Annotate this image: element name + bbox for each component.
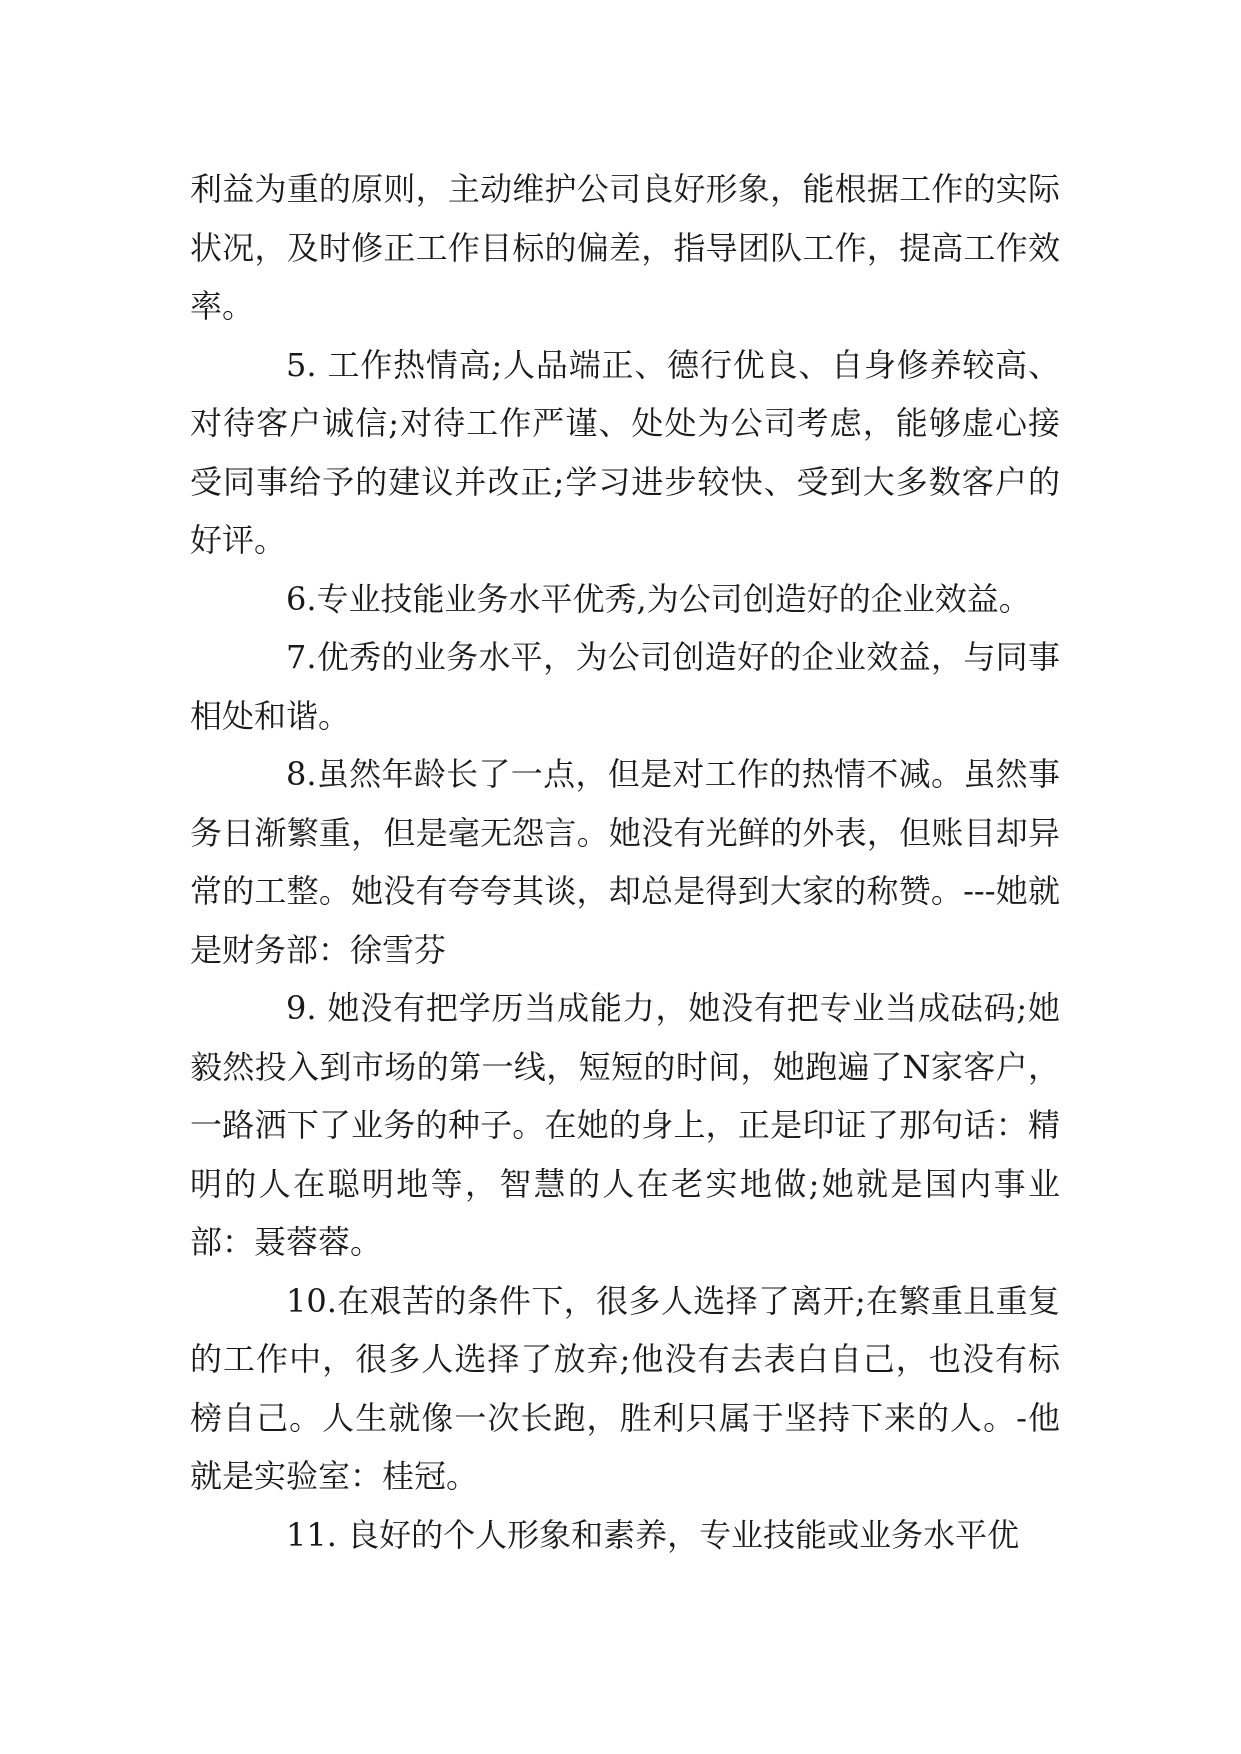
paragraph-item-9: 9. 她没有把学历当成能力，她没有把专业当成砝码;她毅然投入到市场的第一线，短短的时间，她跑遍了N家客户，一路洒下了业务的种子。在她的身上，正是印证了那句话：精明的人在聪明地等，智慧的人在老实地做;她就是国内事业部：聂蓉蓉。: [190, 989, 1060, 1261]
paragraph-item-7: 7.优秀的业务水平，为公司创造好的企业效益，与同事相处和谐。: [190, 638, 1060, 735]
paragraph-item-5: 5. 工作热情高;人品端正、德行优良、自身修养较高、对待客户诚信;对待工作严谨、处处为公司考虑，能够虚心接受同事给予的建议并改正;学习进步较快、受到大多数客户的好评。: [190, 345, 1060, 559]
document-body: [190, 160, 1060, 1564]
paragraph-item-6: 6.专业技能业务水平优秀,为公司创造好的企业效益。: [286, 579, 1031, 618]
paragraph-item-10: 10.在艰苦的条件下，很多人选择了离开;在繁重且重复的工作中，很多人选择了放弃;他没有去表白自己，也没有标榜自己。人生就像一次长跑，胜利只属于坚持下来的人。-他就是实验室：桂冠。: [190, 1281, 1060, 1495]
paragraph-continuation: 利益为重的原则，主动维护公司良好形象，能根据工作的实际状况，及时修正工作目标的偏差，指导团队工作，提高工作效率。: [190, 170, 1060, 325]
paragraph-item-11: 11. 良好的个人形象和素养，专业技能或业务水平优: [286, 1515, 1020, 1554]
paragraph-item-8: 8.虽然年龄长了一点，但是对工作的热情不减。虽然事务日渐繁重，但是毫无怨言。她没有光鲜的外表，但账目却异常的工整。她没有夸夸其谈，却总是得到大家的称赞。---她就是财务部：徐雪芬: [190, 755, 1060, 969]
